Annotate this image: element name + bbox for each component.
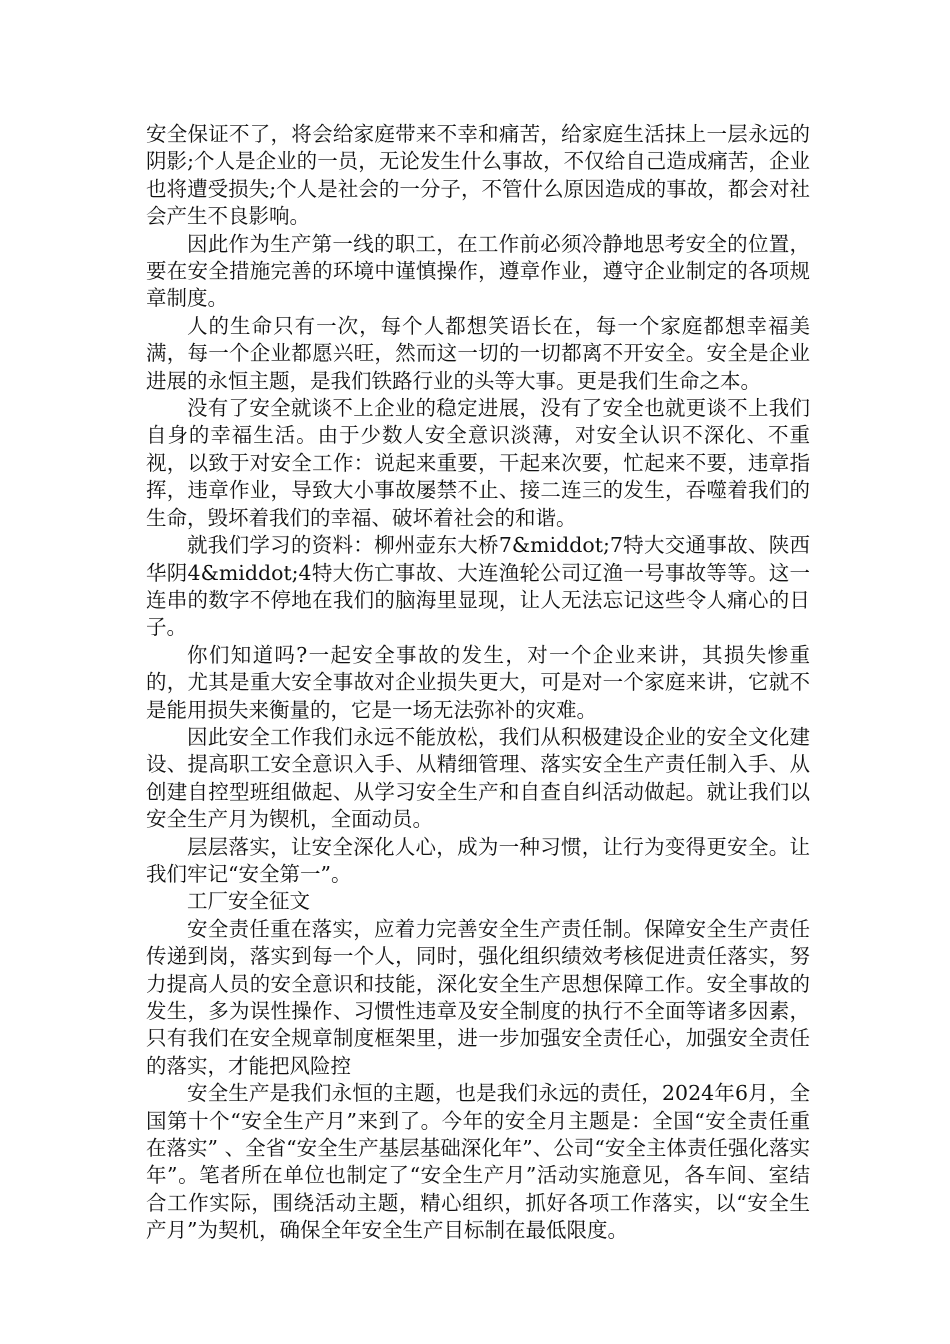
paragraph-7: 因此安全工作我们永远不能放松，我们从积极建设企业的安全文化建设、提高职工安全意识入手、从精细管理、落实安全生产责任制入手、从创建自控型班组做起、从学习安全生产和自查自纠活动做起。就让我们以安全生产月为锲机，全面动员。 [146,724,810,832]
paragraph-10: 安全生产是我们永恒的主题，也是我们永远的责任，2024年6月，全国第十个“安全生产月”来到了。今年的安全月主题是：全国“安全责任重在落实” 、全省“安全生产基层基础深化年”、公司“安全主体责任强化落实年”。笔者所在单位也制定了“安全生产月”活动实施意见，各车间、室结合工作实际，围绕活动主题，精心组织，抓好各项工作落实，以“安全生产月”为契机，确保全年安全生产目标制在最低限度。 [146,1081,810,1243]
paragraph-6: 你们知道吗?一起安全事故的发生，对一个企业来讲，其损失惨重的，尤其是重大安全事故对企业损失更大，可是对一个家庭来讲，它就不是能用损失来衡量的，它是一场无法弥补的灾难。 [146,642,810,722]
document-body [146,121,810,1245]
paragraph-4: 没有了安全就谈不上企业的稳定进展，没有了安全也就更谈不上我们自身的幸福生活。由于少数人安全意识淡薄，对安全认识不深化、不重视，以致于对安全工作：说起来重要，干起来次要，忙起来不要，违章指挥，违章作业，导致大小事故屡禁不止、接二连三的发生，吞噬着我们的生命，毁坏着我们的幸福、破坏着社会的和谐。 [146,396,810,530]
paragraph-5: 就我们学习的资料：柳州壶东大桥7&middot;7特大交通事故、陕西华阴4&middot;4特大伤亡事故、大连渔轮公司辽渔一号事故等等。这一连串的数字不停地在我们的脑海里显现，让人无法忘记这些令人痛心的日子。 [146,533,810,640]
paragraph-9: 安全责任重在落实，应着力完善安全生产责任制。保障安全生产责任传递到岗，落实到每一个人，同时，强化组织绩效考核促进责任落实，努力提高人员的安全意识和技能，深化安全生产思想保障工作。安全事故的发生，多为误性操作、习惯性违章及安全制度的执行不全面等诸多因素，只有我们在安全规章制度框架里，进一步加强安全责任心，加强安全责任的落实，才能把风险控 [146,916,810,1078]
paragraph-2: 因此作为生产第一线的职工，在工作前必须冷静地思考安全的位置，要在安全措施完善的环境中谨慎操作，遵章作业，遵守企业制定的各项规章制度。 [146,231,810,311]
paragraph-3: 人的生命只有一次，每个人都想笑语长在，每一个家庭都想幸福美满，每一个企业都愿兴旺，然而这一切的一切都离不开安全。安全是企业进展的永恒主题，是我们铁路行业的头等大事。更是我们生命之本。 [146,313,810,393]
paragraph-1: 安全保证不了，将会给家庭带来不幸和痛苦，给家庭生活抹上一层永远的阴影;个人是企业的一员，无论发生什么事故，不仅给自己造成痛苦，企业也将遭受损失;个人是社会的一分子，不管什么原因造成的事故，都会对社会产生不良影响。 [146,122,810,229]
paragraph-8: 层层落实，让安全深化人心，成为一种习惯，让行为变得更安全。让我们牢记“安全第一”。 [146,834,810,886]
section-heading: 工厂安全征文 [187,889,310,914]
